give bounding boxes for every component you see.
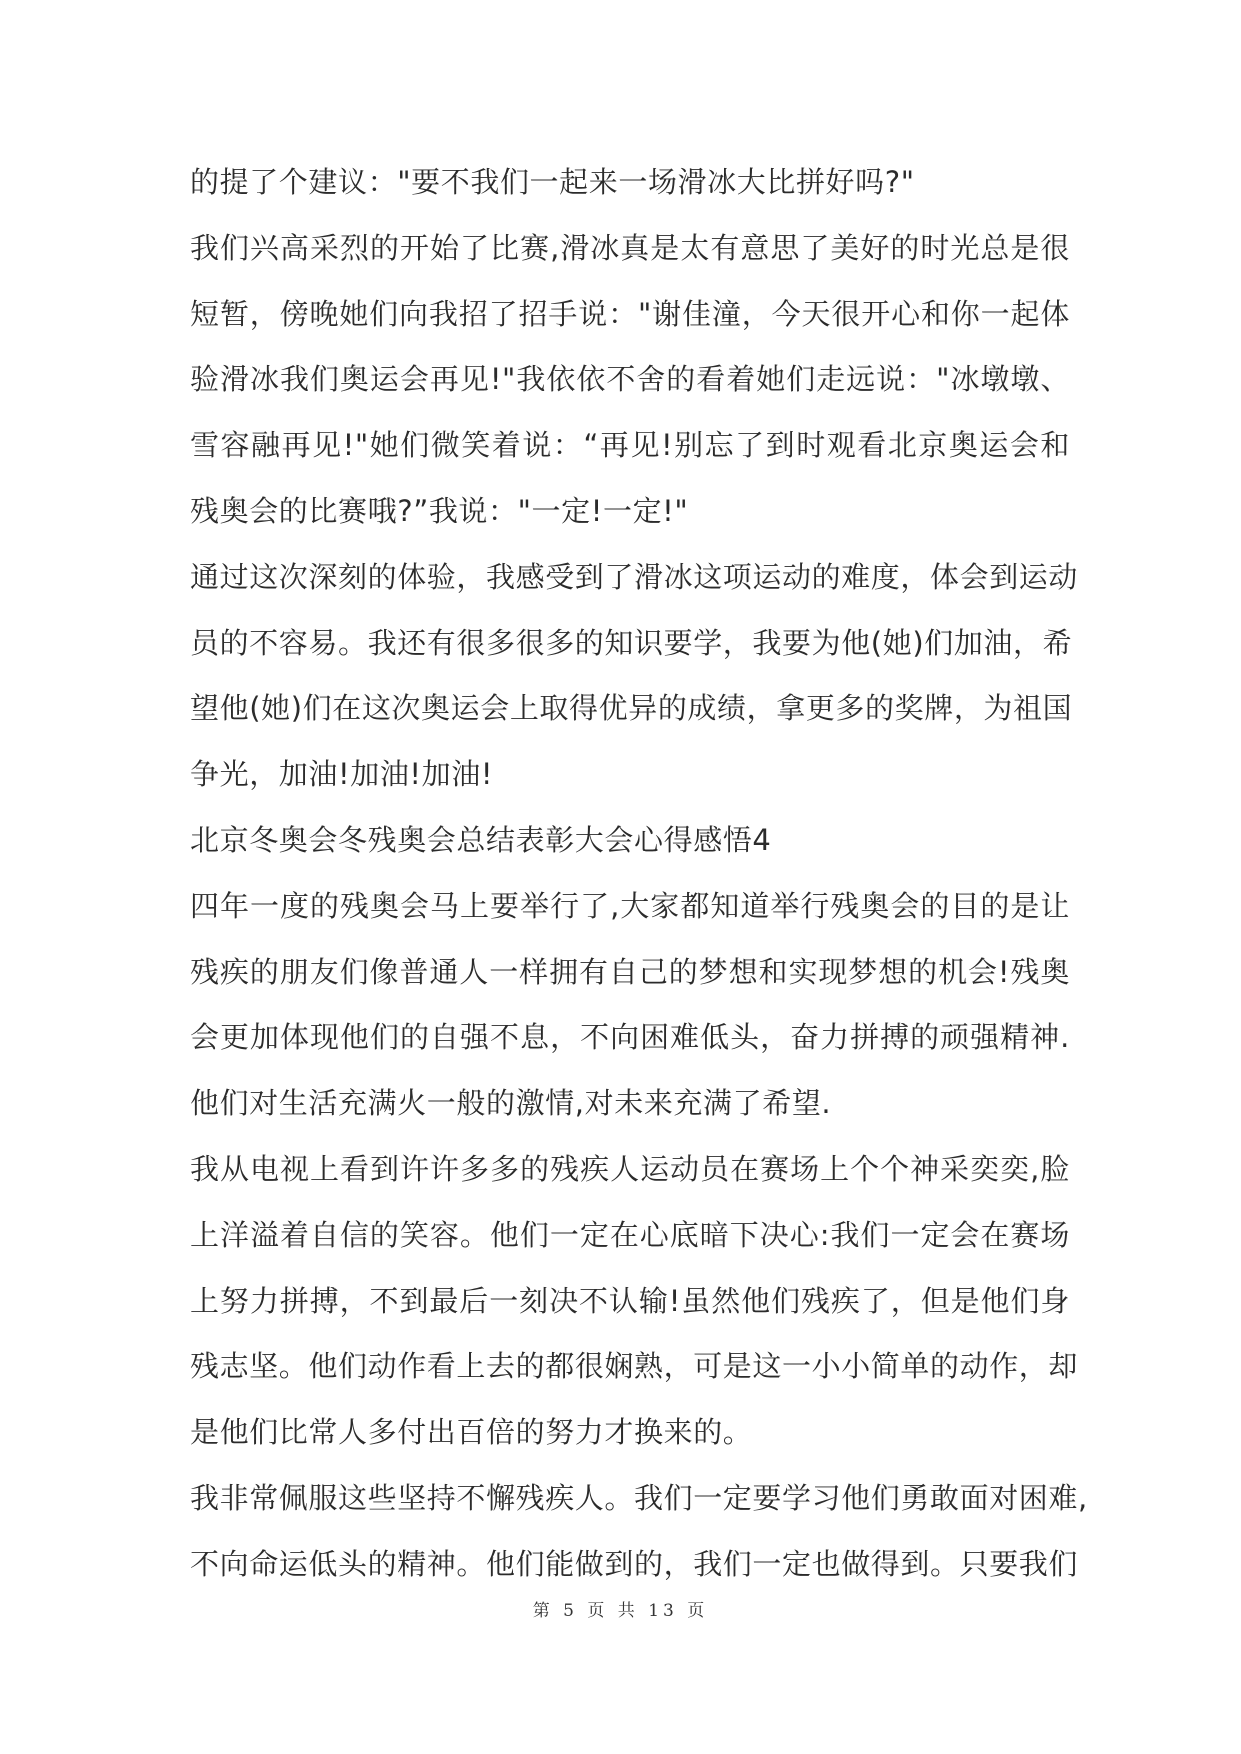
text-line: 不向命运低头的精神。他们能做到的，我们一定也做得到。只要我们 bbox=[190, 1546, 1079, 1581]
text-line: 短暂，傍晚她们向我招了招手说："谢佳潼，今天很开心和你一起体 bbox=[190, 296, 1070, 331]
text-line: 四年一度的残奥会马上要举行了,大家都知道举行残奥会的目的是让 bbox=[190, 888, 1070, 923]
text-line: 残志坚。他们动作看上去的都很娴熟，可是这一小小简单的动作，却 bbox=[190, 1349, 1079, 1384]
text-line: 的提了个建议："要不我们一起来一场滑冰大比拼好吗?" bbox=[190, 165, 915, 199]
section-heading: 北京冬奥会冬残奥会总结表彰大会心得感悟4 bbox=[190, 822, 772, 857]
text-line: 是他们比常人多付出百倍的努力才换来的。 bbox=[190, 1415, 753, 1450]
text-line: 残奥会的比赛哦?”我说："一定!一定!" bbox=[190, 493, 689, 528]
text-line: 望他(她)们在这次奥运会上取得优异的成绩，拿更多的奖牌，为祖国 bbox=[190, 691, 1073, 726]
text-line: 我们兴高采烈的开始了比赛,滑冰真是太有意思了美好的时光总是很 bbox=[190, 230, 1070, 265]
body-text bbox=[190, 150, 1088, 1598]
text-line: 上努力拼搏，不到最后一刻决不认输!虽然他们残疾了，但是他们身 bbox=[190, 1283, 1070, 1318]
page-number-footer: 第 5 页 共 13 页 bbox=[532, 1601, 709, 1621]
text-line: 残疾的朋友们像普通人一样拥有自己的梦想和实现梦想的机会!残奥 bbox=[190, 954, 1070, 989]
text-line: 验滑冰我们奥运会再见!"我依依不舍的看着她们走远说："冰墩墩、 bbox=[190, 362, 1070, 397]
text-line: 通过这次深刻的体验，我感受到了滑冰这项运动的难度，体会到运动 bbox=[190, 559, 1079, 594]
text-line: 我非常佩服这些坚持不懈残疾人。我们一定要学习他们勇敢面对困难, bbox=[190, 1480, 1088, 1515]
text-line: 上洋溢着自信的笑容。他们一定在心底暗下决心:我们一定会在赛场 bbox=[190, 1217, 1070, 1252]
text-line: 员的不容易。我还有很多很多的知识要学，我要为他(她)们加油，希 bbox=[190, 625, 1073, 660]
text-line: 争光，加油!加油!加油! bbox=[190, 757, 494, 792]
text-line: 雪容融再见!"她们微笑着说：“再见!别忘了到时观看北京奥运会和 bbox=[190, 428, 1070, 463]
text-line: 他们对生活充满火一般的激情,对未来充满了希望. bbox=[190, 1086, 832, 1121]
text-line: 我从电视上看到许许多多的残疾人运动员在赛场上个个神采奕奕,脸 bbox=[190, 1151, 1070, 1186]
text-line: 会更加体现他们的自强不息，不向困难低头，奋力拼搏的顽强精神. bbox=[190, 1020, 1070, 1055]
